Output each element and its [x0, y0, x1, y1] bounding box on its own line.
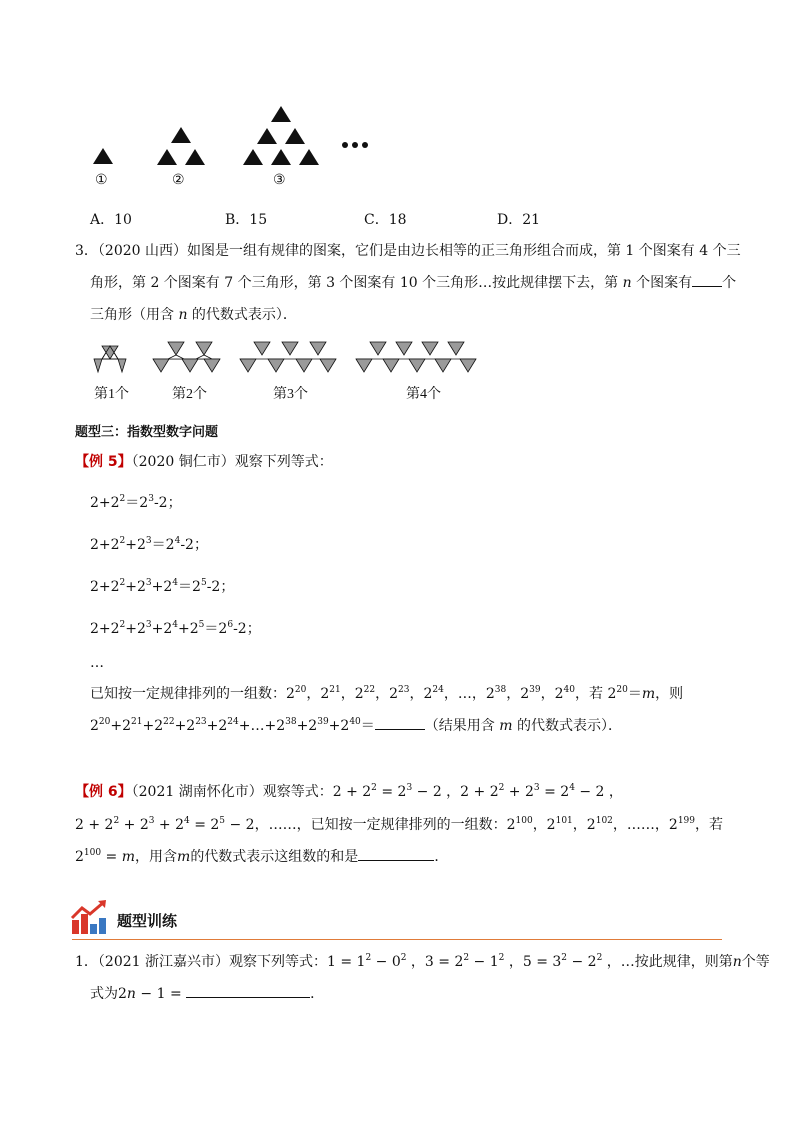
option-c: C．18	[364, 212, 407, 228]
ex6-text: ，用含	[135, 849, 178, 865]
var-m: m	[499, 718, 513, 734]
triangle	[257, 128, 277, 144]
example-tag: 【例 6】	[75, 784, 132, 800]
ex5-ellipsis: …	[90, 655, 104, 671]
ex6-text: ．	[434, 849, 449, 865]
var-n: n	[178, 307, 188, 323]
q3-text: 个图案有	[631, 275, 693, 291]
pattern-1	[94, 346, 126, 372]
ex5-eq-4: $2+2^2+2^3+2^4+2^5=2^6-2$；	[90, 620, 261, 637]
dot	[342, 142, 348, 148]
triangle	[243, 149, 263, 165]
var-n: n	[732, 954, 742, 970]
q3-line3	[90, 300, 297, 330]
t1-text: ，…按此规律，则第	[606, 954, 733, 970]
var-m: m	[177, 849, 191, 865]
pattern-label-2: ②	[172, 172, 185, 188]
triangle	[271, 106, 291, 122]
ex5-intro	[75, 447, 333, 477]
pattern-3	[240, 342, 336, 372]
option-a: A．10	[90, 212, 132, 228]
q3-fig-label-2: 第2个	[172, 387, 207, 402]
t1-text: 式为	[90, 986, 118, 1002]
ex5-sum	[90, 711, 622, 741]
option-d: D．21	[497, 212, 541, 228]
option-b: B．15	[225, 212, 268, 228]
q3-fig-label-4: 第4个	[406, 387, 441, 402]
ex6-line2	[75, 810, 723, 840]
ex5-intro-text: （2020 铜仁市）观察下列等式：	[131, 454, 333, 470]
q3-fig-label-1: 第1个	[94, 387, 129, 402]
ex6-eq: $2 + 2^2 = 2^3 - 2$ ，$2 + 2^2 + 2^3 = 2^4 - 2$ ，	[332, 783, 623, 800]
triangle	[93, 148, 113, 164]
ex6-text: （2021 湖南怀化市）观察等式：	[131, 784, 333, 800]
ex6-eq: $2 + 2^2 + 2^3 + 2^4 = 2^5 - 2$	[75, 816, 255, 833]
ex6-condition: $2^{100} = m$	[75, 848, 136, 865]
ex5-text: ，则	[655, 686, 684, 702]
ex5-text: 的代数式表示）．	[512, 718, 622, 734]
answer-blank[interactable]	[692, 272, 722, 287]
example-tag: 【例 5】	[75, 454, 132, 470]
t1-line1	[75, 947, 770, 977]
ex5-text: （结果用含	[424, 718, 500, 734]
answer-blank[interactable]	[358, 846, 434, 861]
triangle	[299, 149, 319, 165]
t1-text: 个等	[741, 954, 770, 970]
pattern-2	[153, 342, 220, 372]
ex5-eq-1: $2+2^2=2^3-2$；	[90, 494, 182, 511]
q3-line1	[75, 236, 741, 266]
ex6-text: ，若	[695, 817, 724, 833]
training-title: 题型训练	[117, 912, 178, 930]
triangle	[185, 149, 205, 165]
t1-eqs: $1 = 1^2 - 0^2$ ，$3 = 2^2 - 1^2$ ，$5 = 3^2 - 2^2$	[327, 953, 603, 970]
ex6-line1	[75, 777, 623, 807]
ex5-condition: $2^{20}=m$	[607, 685, 656, 702]
ex5-sum-expr: $2^{20}+2^{21}+2^{22}+2^{23}+2^{24}+\dots+2^{38}+2^{39}+2^{40}=$	[90, 717, 375, 734]
ex5-sequence: $2^{20}$，$2^{21}$，$2^{22}$，$2^{23}$，$2^{24}$，…，$2^{38}$，$2^{39}$，$2^{40}$	[286, 685, 575, 702]
pattern-4	[356, 342, 476, 372]
q3-text: 3．（2020 山西）如图是一组有规律的图案，它们是由边长相等的正三角形组合而成，第 1 个图案有 4 个三	[75, 243, 741, 259]
t1-text: ．	[310, 986, 325, 1002]
triangle	[171, 127, 191, 143]
pattern-label-3: ③	[273, 172, 286, 188]
pattern-label-1: ①	[95, 172, 108, 188]
ex5-text: ，若	[575, 686, 608, 702]
t1-expr: 2n − 1 =	[118, 986, 187, 1002]
ex6-text: ，……，已知按一定规律排列的一组数：	[254, 817, 507, 833]
answer-blank[interactable]	[375, 715, 425, 730]
answer-blank[interactable]	[186, 983, 310, 998]
ex5-eq-3: $2+2^2+2^3+2^4=2^5-2$；	[90, 578, 235, 595]
q3-line2	[90, 268, 736, 298]
var-n: n	[622, 275, 632, 291]
ex6-sequence: $2^{100}$，$2^{101}$，$2^{102}$，……，$2^{199}$	[506, 816, 696, 833]
q3-text: 三角形（用含	[90, 307, 179, 323]
dot	[352, 142, 358, 148]
ex5-text: 已知按一定规律排列的一组数：	[90, 686, 286, 702]
ex5-eq-2: $2+2^2+2^3=2^4-2$；	[90, 536, 208, 553]
q3-text: 个	[722, 275, 737, 291]
triangle	[271, 149, 291, 165]
dot	[362, 142, 368, 148]
triangle-pattern-figure	[0, 0, 794, 200]
ex6-text: 的代数式表示这组数的和是	[190, 849, 359, 865]
q3-fig-label-3: 第3个	[273, 387, 308, 402]
t1-text: 1．（2021 浙江嘉兴市）观察下列等式：	[75, 954, 327, 970]
q3-text: 的代数式表示）．	[187, 307, 297, 323]
q3-text: 角形，第 2 个图案有 7 个三角形，第 3 个图案有 10 个三角形…按此规律摆下去，第	[90, 275, 623, 291]
ex6-line3	[75, 842, 448, 872]
triangle	[157, 149, 177, 165]
chart-logo-icon	[70, 900, 110, 936]
training-divider	[72, 939, 722, 940]
triangle	[285, 128, 305, 144]
t1-line2	[90, 979, 324, 1009]
section-title: 题型三：指数型数字问题	[75, 425, 219, 440]
ex5-known	[90, 679, 683, 709]
